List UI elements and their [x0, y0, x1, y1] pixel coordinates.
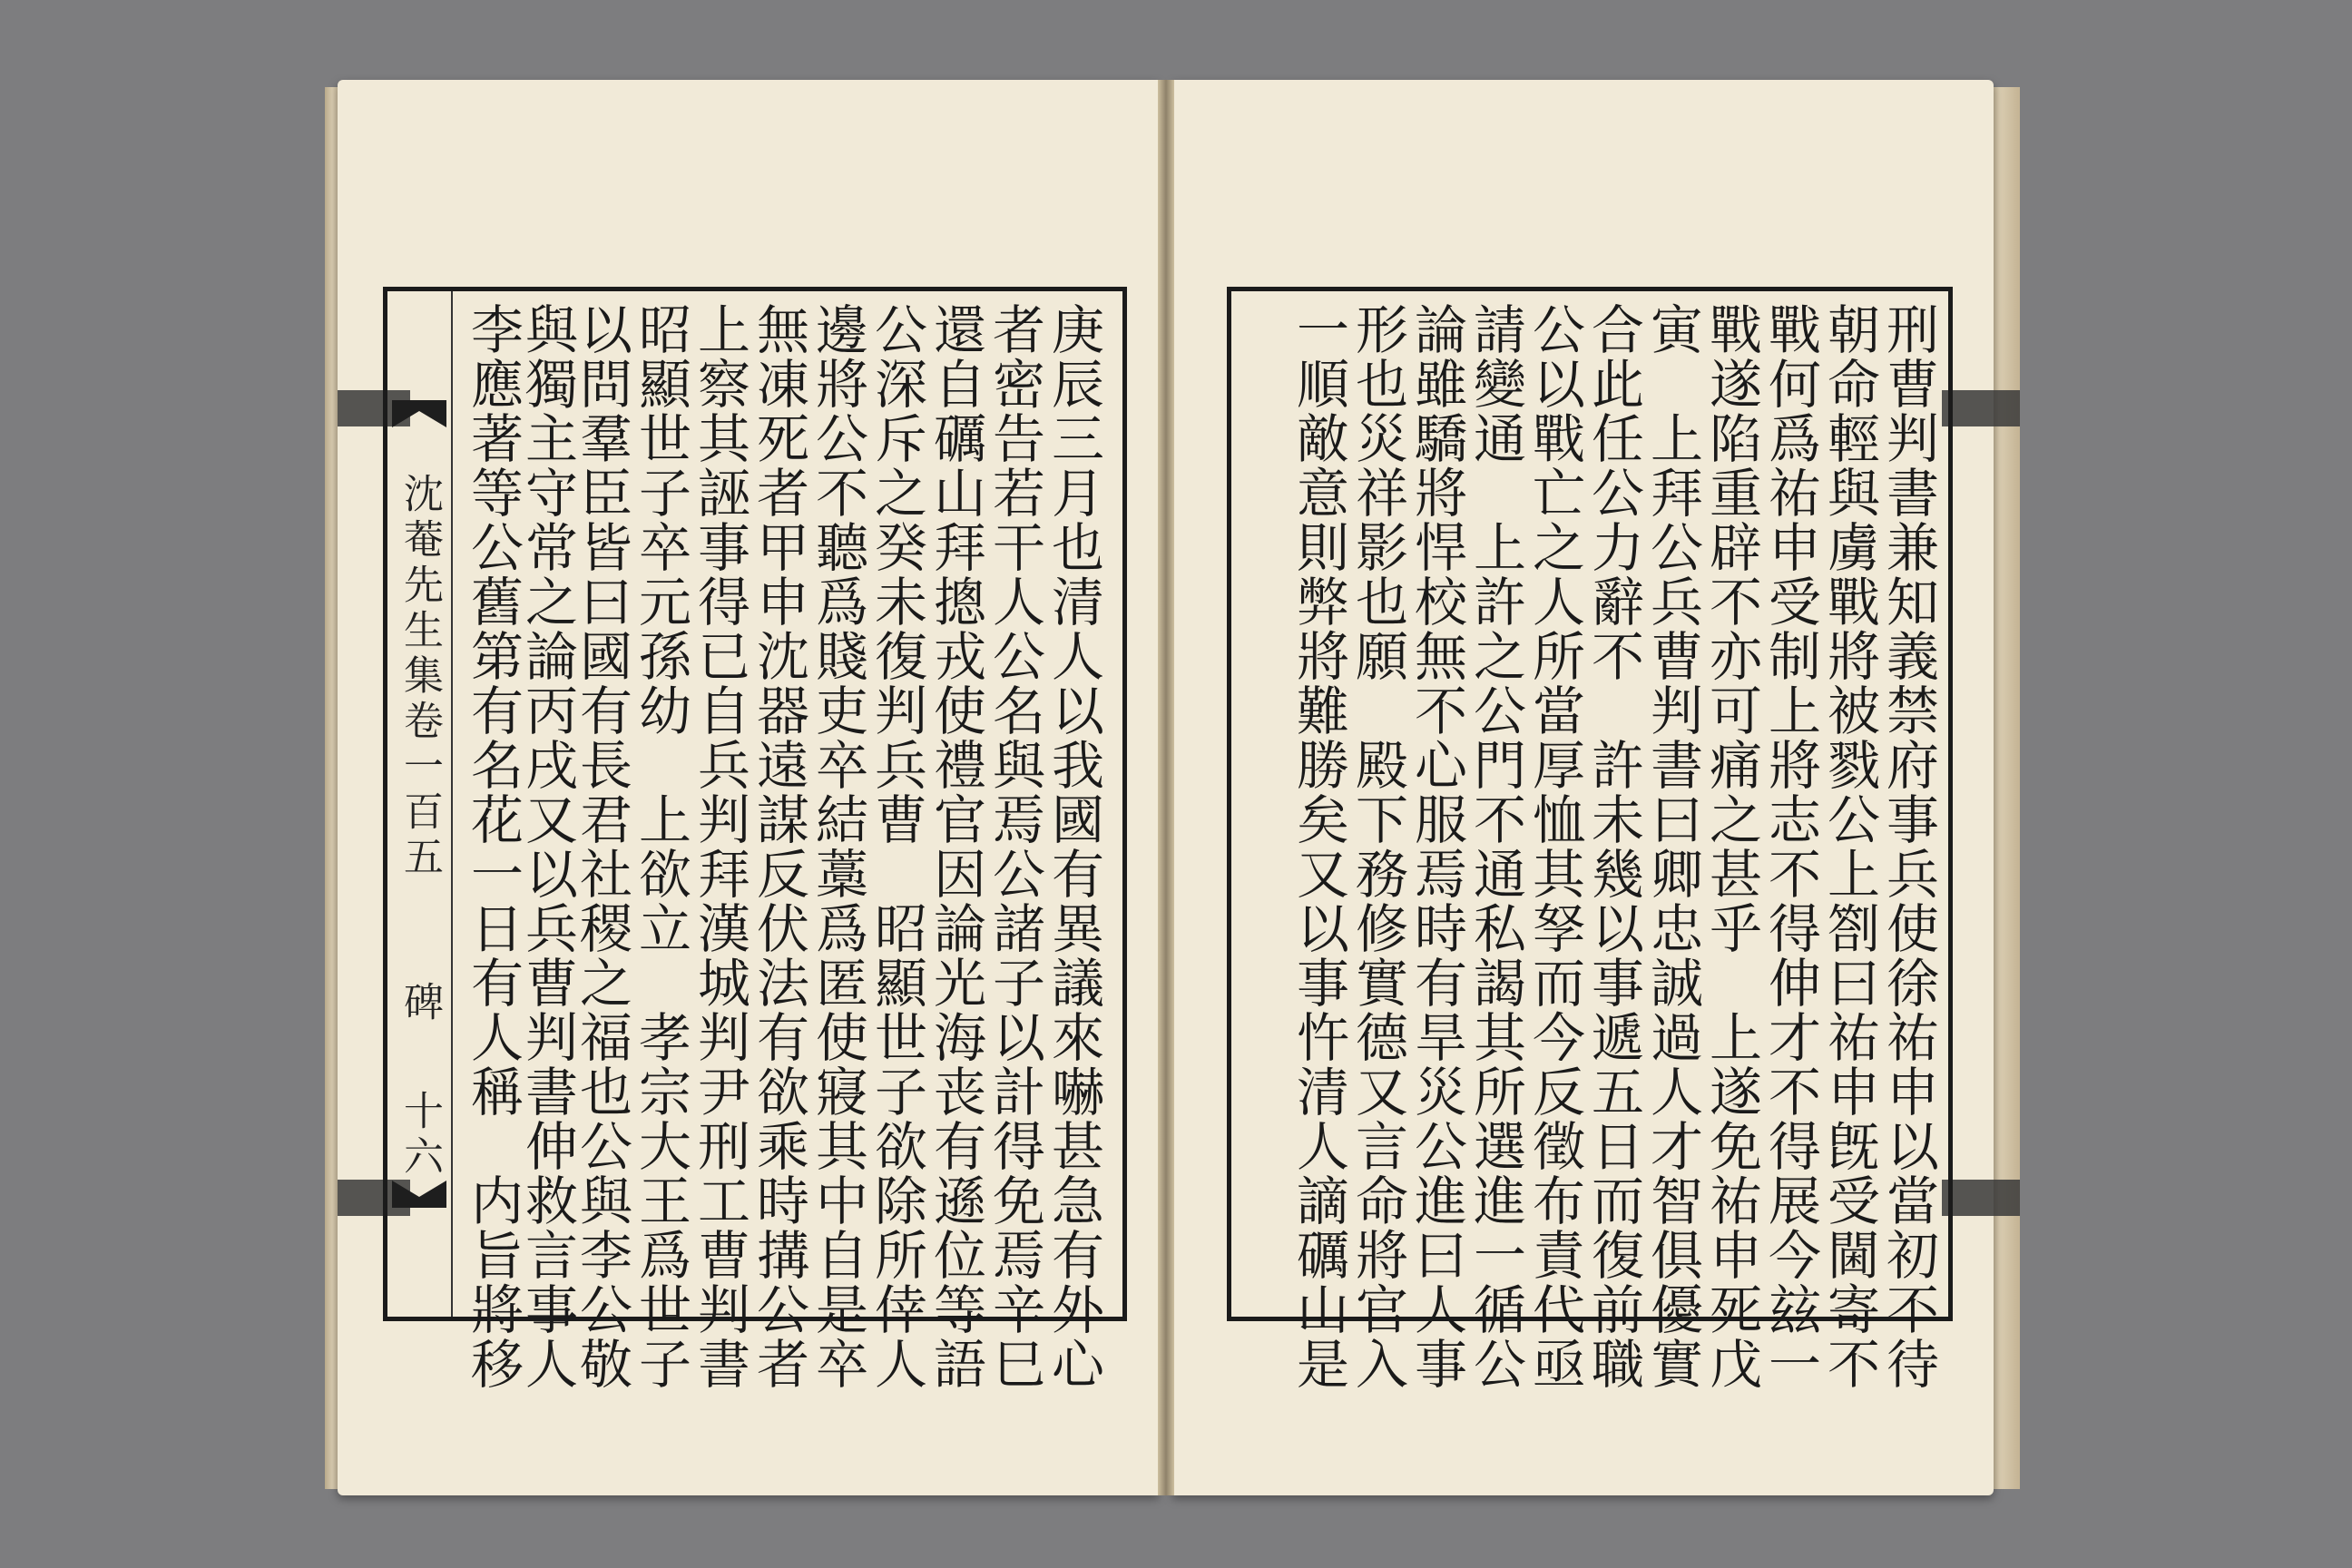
banxin-page-number: 十六: [397, 1090, 443, 1181]
text-column: 無凍死者甲申沈器遠謀反伏法有欲乘時搆公者: [748, 302, 809, 1391]
text-column: 還自礪山拜摠戎使禮官因論光海丧有遜位等語: [925, 302, 986, 1391]
text-column: 公以戰亡之人所當厚恤其孥而今反徵布責代亟: [1524, 302, 1585, 1391]
right-text-frame: [1227, 287, 1953, 1391]
text-column: 朝命輕與虜戰將被戮公上劄曰祐申旣受閫寄不: [1818, 302, 1880, 1391]
left-text-frame: [383, 287, 1127, 1391]
text-column: 李應著等公舊第有名花一日有人稱 内旨將移: [462, 302, 524, 1391]
text-column: 合此任公力辭不 許未幾以事遞五日而復前職: [1583, 302, 1644, 1391]
text-column: 刑曹判書兼知義禁府事兵使徐祐申以當初不待: [1877, 302, 1939, 1391]
text-column: 論雖驕將悍校無不心服焉時有旱災公進曰人事: [1406, 302, 1467, 1391]
banxin-rule: [451, 291, 453, 1317]
text-column: 者密告若干人公名與焉公諸子以計得免焉辛巳: [984, 302, 1045, 1391]
text-column: 請變通 上許之公門不通私謁其所選進一循公: [1465, 302, 1526, 1391]
text-column: 昭顯世子卒元孫幼 上欲立 孝宗大王爲世子: [630, 302, 691, 1391]
text-column: 庚辰三月也清人以我國有異議來嚇甚急有外心: [1043, 302, 1104, 1391]
banxin-title: 沈菴先生集卷一百五: [397, 473, 443, 881]
text-column: 上察其誣事得已自兵判拜漢城判尹刑工曹判書: [689, 302, 750, 1391]
book-gutter: [1158, 80, 1174, 1495]
text-column: 形也災祥影也願 殿下務修實德又言命將官入: [1347, 302, 1408, 1391]
text-column: 與獨主守常之論丙戌又以兵曹判書伸救言事人: [516, 302, 578, 1391]
binding-thread: [1942, 390, 2020, 426]
text-column: 戰遂陷重辟不亦可痛之甚乎 上遂免祐申死戊: [1700, 302, 1762, 1391]
text-column: 一順敵意則弊將難勝矣又以事忤清人謫礪山是: [1288, 302, 1349, 1391]
text-column: 公深斥之癸未復判兵曹 昭顯世子欲除所倖人: [866, 302, 927, 1391]
text-column: 邊將公不聽爲賤吏卒結藁爲匿使寢其中自是卒: [807, 302, 868, 1391]
fish-tail-top: [392, 400, 446, 427]
binding-thread: [1942, 1180, 2020, 1216]
fish-tail-bottom: [392, 1181, 446, 1208]
text-column: 寅 上拜公兵曹判書曰卿忠誠過人才智俱優實: [1642, 302, 1703, 1391]
banxin-section: 碑: [397, 981, 443, 1026]
text-column: 以問羣臣皆曰國有長君社稷之福也公與李公敬: [571, 302, 632, 1391]
text-column: 戰何爲祐申受制上將志不得伸才不得展今玆一: [1759, 302, 1821, 1391]
